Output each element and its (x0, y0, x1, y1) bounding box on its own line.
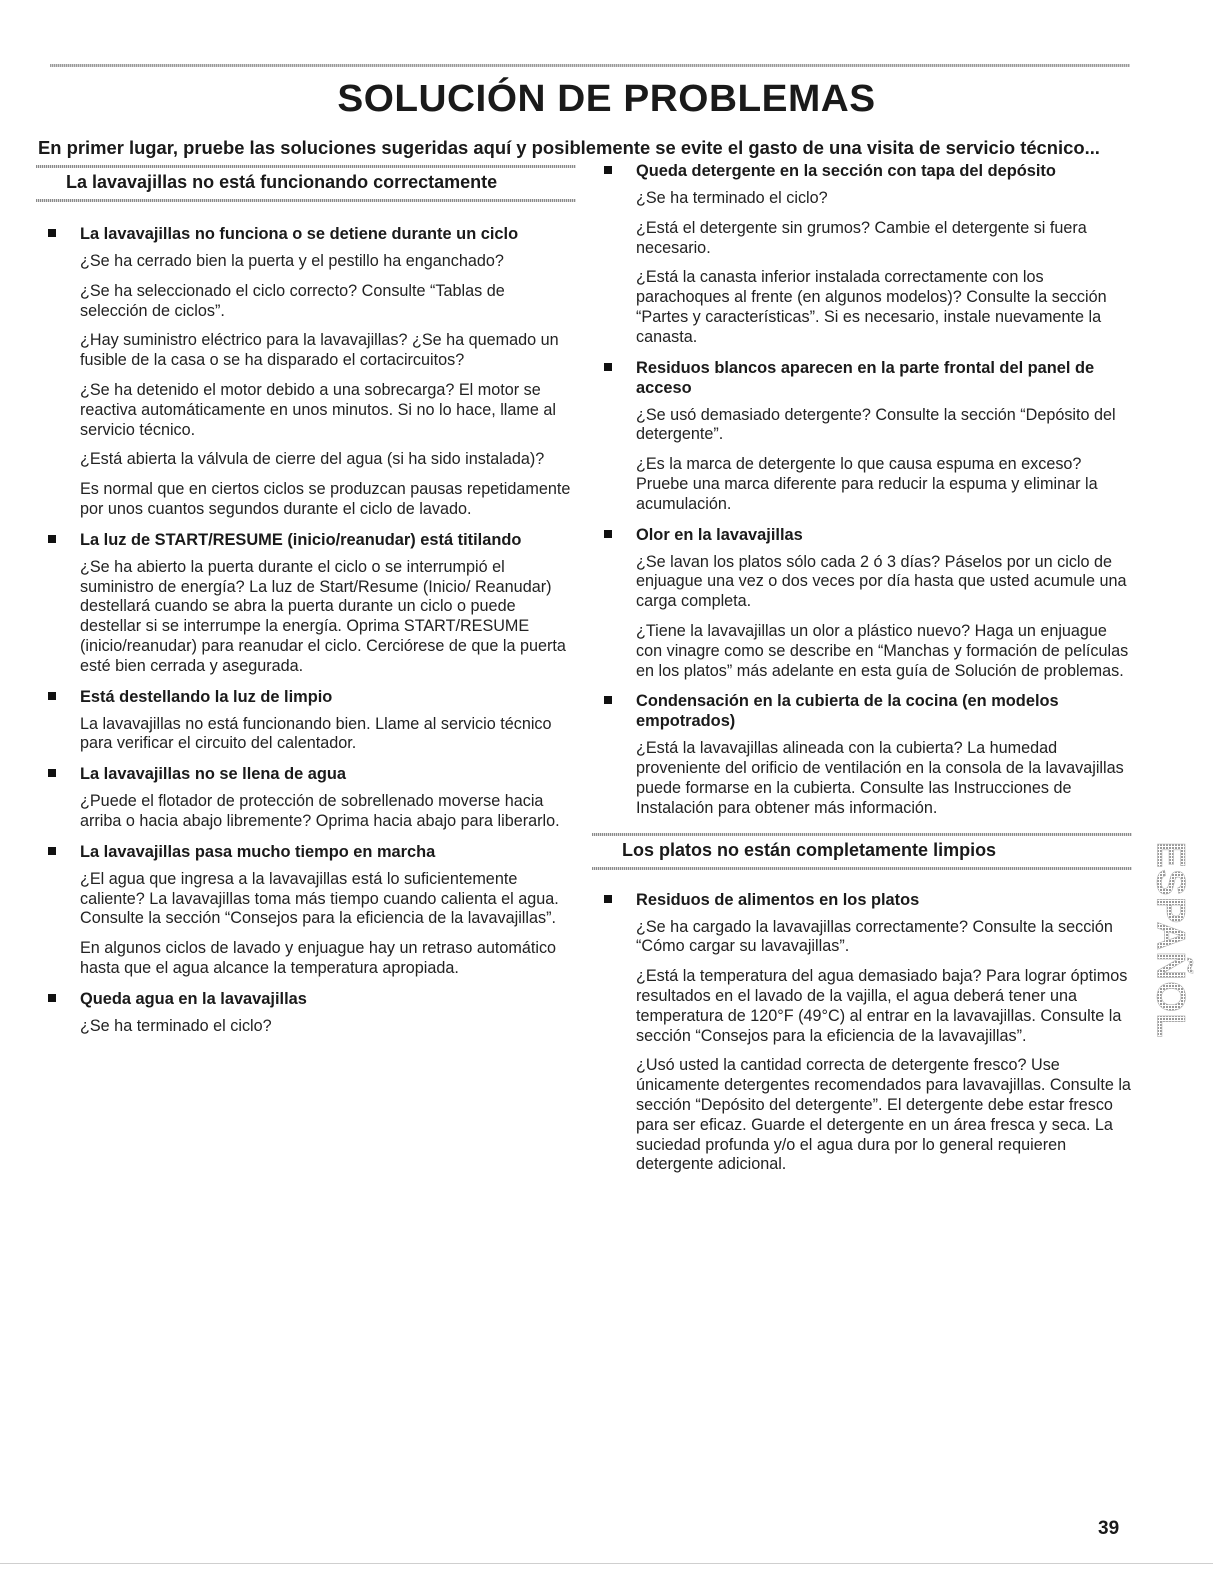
square-bullet-icon (604, 895, 612, 903)
solution-text: ¿Es la marca de detergente lo que causa espuma en exceso? Pruebe una marca diferente para reducir la espuma y eliminar la acumulación. (636, 455, 1098, 513)
problem-item (592, 890, 1132, 1176)
solution-text: En algunos ciclos de lavado y enjuague hay un retraso automático hasta que el agua alcance la temperatura apropiada. (80, 939, 557, 977)
problem-title: Residuos blancos aparecen en la parte frontal del panel de acceso (636, 358, 1095, 397)
problem-title: Está destellando la luz de limpio (80, 687, 333, 706)
square-bullet-icon (604, 363, 612, 371)
problem-title: Queda agua en la lavavajillas (80, 989, 307, 1008)
problem-title: Olor en la lavavajillas (636, 525, 803, 544)
top-dotted-rule (50, 64, 1130, 67)
square-bullet-icon (48, 692, 56, 700)
square-bullet-icon (604, 530, 612, 538)
problem-title: La luz de START/RESUME (inicio/reanudar) está titilando (80, 530, 522, 549)
solution-text: ¿Se ha abierto la puerta durante el ciclo o se interrumpió el suministro de energía? La luz de Start/Resume (Inicio/ Reanudar) destellará cuando se abra la puerta durante un ciclo o puede destellar si se interrumpe la energía. Oprima START/RESUME (inicio/reanudar) para reanudar el ciclo. Cerciórese de que la puerta esté bien cerrada y asegurada. (80, 557, 566, 675)
square-bullet-icon (48, 769, 56, 777)
solution-text: ¿Se ha terminado el ciclo? (80, 1016, 272, 1035)
right-items-2 (592, 890, 1132, 1176)
solution-text: ¿Se ha seleccionado el ciclo correcto? Consulte “Tablas de selección de ciclos”. (80, 281, 505, 320)
page-title: SOLUCIÓN DE PROBLEMAS (337, 78, 876, 120)
solution-text: ¿Está la canasta inferior instalada correctamente con los parachoques al frente (en algunos modelos)? Consulte la sección “Partes y características”. Si es necesario, instale nuevamente la canasta. (636, 268, 1107, 346)
section-heading-not-working: La lavavajillas no está funcionando correctamente (66, 172, 498, 192)
right-items (592, 161, 1132, 819)
solution-text: ¿Se ha terminado el ciclo? (636, 189, 828, 207)
problem-item (36, 842, 576, 979)
problem-item (36, 989, 576, 1037)
square-bullet-icon (48, 229, 56, 237)
section-heading-not-clean: Los platos no están completamente limpios (622, 839, 997, 860)
page-number: 39 (1098, 1518, 1120, 1539)
square-bullet-icon (48, 994, 56, 1002)
solution-text: ¿Se lavan los platos sólo cada 2 ó 3 días? Páselos por un ciclo de enjuague una vez o dos veces por día hasta que usted acumule una carga completa. (636, 552, 1127, 611)
solution-text: ¿Está el detergente sin grumos? Cambie el detergente si fuera necesario. (636, 218, 1087, 257)
intro-text: En primer lugar, pruebe las soluciones sugeridas aquí y posiblemente se evite el gasto de una visita de servicio técnico... (38, 137, 1100, 158)
right-column (592, 161, 1132, 1185)
square-bullet-icon (604, 166, 612, 174)
problem-title: Residuos de alimentos en los platos (636, 890, 920, 909)
problem-item (36, 687, 576, 755)
problem-item (592, 691, 1132, 818)
solution-text: ¿Se usó demasiado detergente? Consulte la sección “Depósito del detergente”. (636, 405, 1116, 444)
section-rule (592, 867, 1132, 870)
bottom-rule (0, 1563, 1213, 1564)
solution-text: ¿Puede el flotador de protección de sobrellenado moverse hacia arriba o hacia abajo libremente? Oprima hacia abajo para liberarlo. (80, 792, 560, 830)
section-rule (36, 199, 576, 202)
solution-text: ¿Se ha cerrado bien la puerta y el pestillo ha enganchado? (80, 252, 504, 270)
problem-title: Condensación en la cubierta de la cocina (en modelos empotrados) (636, 692, 1059, 731)
solution-text: La lavavajillas no está funcionando bien. Llame al servicio técnico para verificar el circuito del calentador. (80, 714, 552, 753)
problem-item (36, 530, 576, 677)
solution-text: ¿Usó usted la cantidad correcta de detergente fresco? Use únicamente detergentes recomendados para lavavajillas. Consulte la sección “Depósito del detergente”. El detergente debe estar fresco para ser eficaz. Guarde el detergente en un área fresca y seca. La suciedad profunda y/o el agua dura por lo general requieren detergente adicional. (636, 1056, 1131, 1174)
solution-text: ¿Se ha cargado la lavavajillas correctamente? Consulte la sección “Cómo cargar su lavavajillas”. (636, 917, 1113, 956)
solution-text: ¿Hay suministro eléctrico para la lavavajillas? ¿Se ha quemado un fusible de la casa o se ha disparado el cortacircuitos? (80, 331, 559, 370)
solution-text: ¿El agua que ingresa a la lavavajillas está lo suficientemente caliente? La lavavajillas toma más tiempo cuando calienta el agua. Consulte la sección “Consejos para la eficiencia de la lavavajillas”. (80, 869, 559, 928)
left-column (36, 165, 576, 1047)
problem-item (592, 161, 1132, 348)
solution-text: ¿Está abierta la válvula de cierre del agua (si ha sido instalada)? (80, 450, 545, 469)
problem-item (592, 525, 1132, 682)
problem-item (592, 358, 1132, 515)
espanol-side-stamp (1148, 820, 1193, 1060)
problem-title: La lavavajillas no funciona o se detiene durante un ciclo (80, 225, 519, 243)
solution-text: ¿Se ha detenido el motor debido a una sobrecarga? El motor se reactiva automáticamente en unos minutos. Si no lo hace, llame al servicio técnico. (80, 380, 556, 439)
problem-title: La lavavajillas no se llena de agua (80, 765, 347, 784)
solution-text: Es normal que en ciertos ciclos se produzcan pausas repetidamente por unos cuantos segundos durante el ciclo de lavado. (80, 480, 571, 518)
problem-item (36, 224, 576, 520)
side-stamp-text: ESPAÑOL (1148, 841, 1193, 1039)
problem-title: Queda detergente en la sección con tapa del depósito (636, 162, 1056, 180)
square-bullet-icon (48, 847, 56, 855)
left-items (36, 224, 576, 1037)
square-bullet-icon (48, 535, 56, 543)
square-bullet-icon (604, 696, 612, 704)
problem-item (36, 764, 576, 832)
solution-text: ¿Está la lavavajillas alineada con la cubierta? La humedad proveniente del orificio de ventilación en la consola de la lavavajillas puede formarse en la cubierta. Consulte las Instrucciones de Instalación para obtener más información. (636, 739, 1124, 817)
solution-text: ¿Está la temperatura del agua demasiado baja? Para lograr óptimos resultados en el lavado de la vajilla, el agua deberá tener una temperatura de 120°F (49°C) al entrar en la lavavajillas. Consulte la sección “Consejos para la eficiencia de la lavavajillas”. (636, 967, 1128, 1045)
problem-title: La lavavajillas pasa mucho tiempo en marcha (80, 842, 436, 861)
solution-text: ¿Tiene la lavavajillas un olor a plástico nuevo? Haga un enjuague con vinagre como se describe en “Manchas y formación de películas en los platos” más adelante en esta guía de Solución de problemas. (636, 621, 1129, 680)
